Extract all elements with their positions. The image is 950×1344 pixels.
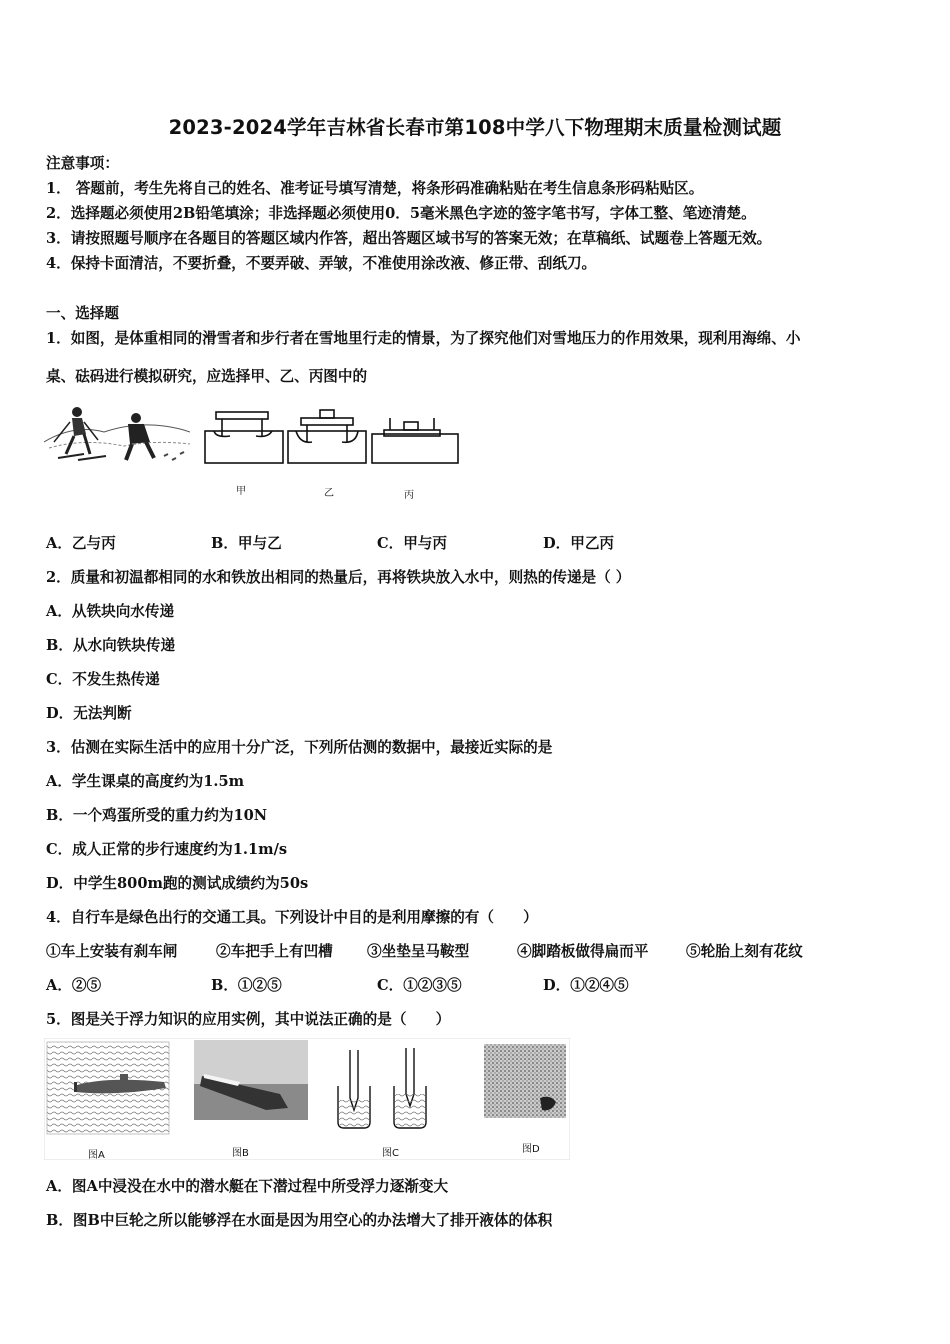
q3-option-a: A．学生课桌的高度约为1.5m [46, 773, 245, 790]
q5-fig-label-a: 图A [88, 1150, 105, 1161]
q5-option-a: A．图A中浸没在水中的潜水艇在下潜过程中所受浮力逐渐变大 [46, 1178, 449, 1195]
q3-option-c: C．成人正常的步行速度约为1.1m/s [46, 841, 288, 858]
notice-item-3: 3．请按照题号顺序在各题目的答题区域内作答，超出答题区域书写的答案无效；在草稿纸、试题卷上答题无效。 [46, 230, 772, 247]
q4-item-4: ④脚踏板做得扁而平 [517, 943, 649, 960]
notice-heading: 注意事项： [46, 155, 119, 172]
q4-option-c: C．①②③⑤ [377, 977, 462, 994]
q1-fig-label-yi: 乙 [324, 488, 334, 499]
q4-option-a: A．②⑤ [46, 977, 102, 994]
q4-option-d: D．①②④⑤ [543, 977, 629, 994]
q1-option-d: D．甲乙丙 [543, 535, 615, 552]
q3-stem: 3．估测在实际生活中的应用十分广泛，下列所估测的数据中，最接近实际的是 [46, 739, 553, 756]
section-heading: 一、选择题 [46, 305, 119, 322]
q5-option-b: B．图B中巨轮之所以能够浮在水面是因为用空心的办法增大了排开液体的体积 [46, 1212, 553, 1229]
q4-option-b: B．①②⑤ [211, 977, 282, 994]
q1-stem-line1: 1．如图，是体重相同的滑雪者和步行者在雪地里行走的情景，为了探究他们对雪地压力的作用效果，现利用海绵、小 [46, 330, 801, 347]
q1-option-c: C．甲与丙 [377, 535, 447, 552]
q1-option-a: A．乙与丙 [46, 535, 116, 552]
q4-item-1: ①车上安装有刹车闸 [46, 943, 178, 960]
notice-item-2: 2．选择题必须使用2B铅笔填涂；非选择题必须使用0．5毫米黑色字迹的签字笔书写，字体工整、笔迹清楚。 [46, 205, 756, 222]
q4-item-3: ③坐垫呈马鞍型 [367, 943, 470, 960]
q5-fig-label-b: 图B [232, 1148, 249, 1159]
q2-stem: 2．质量和初温都相同的水和铁放出相同的热量后，再将铁块放入水中，则热的传递是（ ） [46, 569, 631, 586]
q4-item-2: ②车把手上有凹槽 [216, 943, 333, 960]
skier-walker-illustration [44, 402, 190, 468]
q4-item-5: ⑤轮胎上刻有花纹 [686, 943, 803, 960]
q1-fig-label-jia: 甲 [236, 486, 246, 497]
q2-option-b: B．从水向铁块传递 [46, 637, 176, 654]
q2-option-d: D．无法判断 [46, 705, 132, 722]
q5-fig-label-c: 图C [382, 1148, 399, 1159]
q5-stem: 5．图是关于浮力知识的应用实例，其中说法正确的是（ ） [46, 1011, 451, 1028]
q2-option-c: C．不发生热传递 [46, 671, 160, 688]
q1-fig-label-bing: 丙 [404, 490, 414, 501]
buoyancy-figures [44, 1038, 570, 1160]
q1-option-b: B．甲与乙 [211, 535, 282, 552]
page-title: 2023-2024学年吉林省长春市第108中学八下物理期末质量检测试题 [168, 116, 782, 139]
notice-item-4: 4．保持卡面清洁，不要折叠，不要弄破、弄皱，不准使用涂改液、修正带、刮纸刀。 [46, 255, 597, 272]
q1-stem-line2: 桌、砝码进行模拟研究，应选择甲、乙、丙图中的 [46, 368, 368, 385]
q3-option-d: D．中学生800m跑的测试成绩约为50s [46, 875, 309, 892]
table-sponge-diagrams [200, 404, 464, 470]
q3-option-b: B．一个鸡蛋所受的重力约为10N [46, 807, 268, 824]
q4-stem: 4．自行车是绿色出行的交通工具。下列设计中目的是利用摩擦的有（ ） [46, 909, 538, 926]
q5-fig-label-d: 图D [522, 1144, 540, 1155]
q2-option-a: A．从铁块向水传递 [46, 603, 175, 620]
notice-item-1: 1． 答题前，考生先将自己的姓名、准考证号填写清楚，将条形码准确粘贴在考生信息条形码粘贴区。 [46, 180, 704, 197]
